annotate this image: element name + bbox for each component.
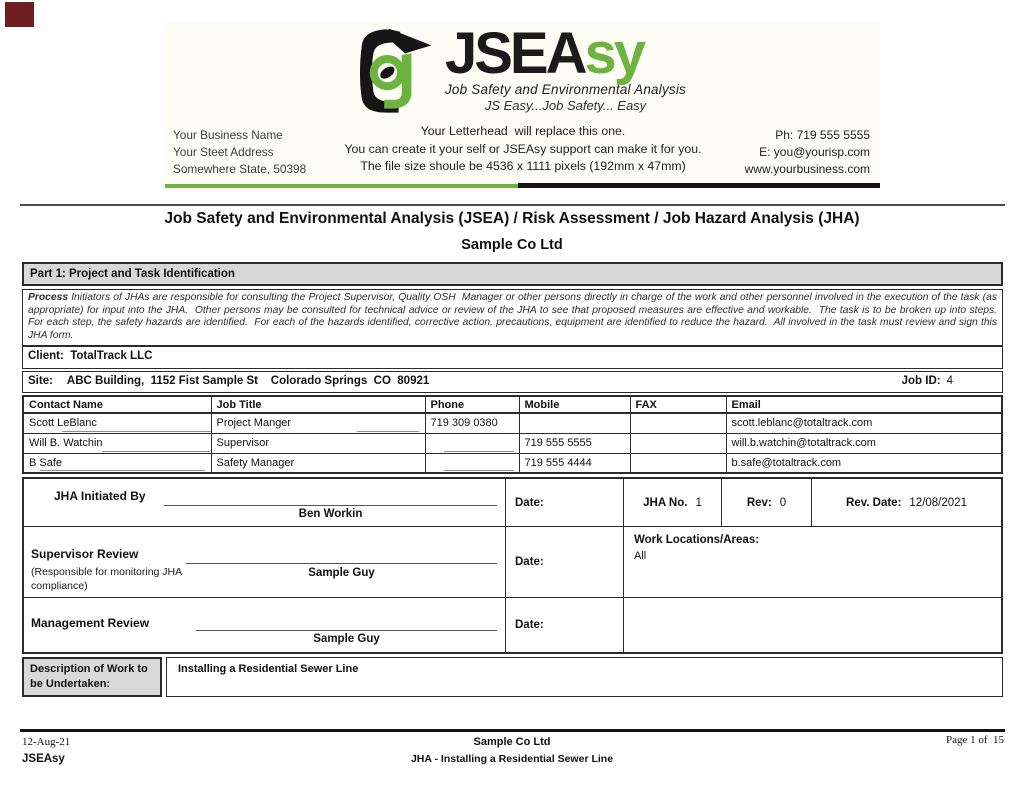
signature-name: Ben Workin	[298, 508, 363, 520]
jha-no-field	[624, 479, 721, 526]
col-fax: FAX	[630, 396, 726, 413]
business-name: Your Business Name	[173, 128, 283, 142]
contacts-table	[22, 395, 1003, 474]
rev-date-value: 12/08/2021	[909, 496, 967, 509]
wordmark-dark: JSEA	[444, 21, 585, 86]
date-label: Date:	[515, 556, 544, 568]
contact-email: b.safe@totaltrack.com	[726, 453, 1002, 473]
contact-title: Safety Manager	[211, 453, 425, 473]
letterhead-divider-green	[165, 184, 518, 188]
signoff-section	[22, 477, 1003, 654]
logo	[163, 21, 880, 116]
signature-line	[186, 563, 497, 564]
part1-heading: Part 1: Project and Task Identification	[22, 262, 1003, 286]
job-id	[902, 375, 953, 389]
contact-fax	[630, 453, 726, 473]
rev-date-field	[811, 479, 1001, 526]
letterhead-phone: Ph: 719 555 5555	[775, 128, 870, 142]
contact-title: Project Manger	[216, 417, 292, 430]
table-row	[23, 433, 1002, 453]
contacts-header-row	[23, 396, 1002, 413]
letterhead-email: E: you@yourisp.com	[759, 145, 870, 159]
date-label: Date:	[515, 496, 544, 509]
letterhead-note-block	[313, 123, 733, 176]
jha-no-value: 1	[695, 496, 702, 509]
contact-title: Supervisor	[211, 433, 425, 453]
signature-row-management	[24, 597, 505, 652]
letterhead-contact-block	[745, 127, 870, 178]
process-note	[22, 289, 1003, 346]
process-text: Initiators of JHAs are responsible for consulting the Project Supervisor, Quality OSH Manager or other persons directly in charge of the work and other personnel involved in the execution of the task (as appropriate) for input into the JHA. Other persons may be consulted for technical advice or review of the JHA to see that proposed measures are effective and workable. The task is to be broken up into steps. For each step, the safety hazards are identified. For each of the hazards identified, corrective action, precautions, equipment are identified to reduce the hazard. All involved in the task must review and sign this JHA form.	[28, 292, 1003, 341]
date-field	[505, 479, 623, 526]
signature-label: Management Review	[31, 616, 150, 630]
job-id-label: Job ID:	[901, 375, 941, 387]
col-phone: Phone	[425, 396, 519, 413]
date-field	[505, 526, 623, 597]
footer-rule	[20, 729, 1005, 732]
business-address: Your Steet Address	[173, 145, 274, 159]
col-email: Email	[726, 396, 1002, 413]
rev-label: Rev:	[746, 496, 772, 509]
signature-name: Sample Guy	[313, 633, 380, 645]
work-locations-label: Work Locations/Areas:	[634, 534, 760, 546]
signature-name: Sample Guy	[308, 567, 375, 579]
signature-line	[164, 505, 497, 506]
rev-date-label: Rev. Date:	[846, 496, 902, 509]
empty-cell	[623, 597, 1001, 652]
contact-name: Will B. Watchin	[29, 437, 103, 449]
letterhead-note-3: The file size shoule be 4536 x 1111 pixels (192mm x 47mm)	[360, 159, 686, 173]
description-label: Description of Work to be Undertaken:	[22, 657, 162, 697]
footer-page-number: Page 1 of 15	[945, 734, 1004, 746]
rev-value: 0	[779, 496, 787, 509]
jseasy-logo-icon	[357, 26, 437, 116]
site-value: ABC Building, 1152 Fist Sample St Colorado Springs CO 80921	[66, 375, 430, 387]
contact-fax	[630, 433, 726, 453]
client-row	[22, 346, 1003, 369]
signature-label: Supervisor Review	[31, 547, 139, 561]
contact-email: will.b.watchin@totaltrack.com	[726, 433, 1002, 453]
signature-label: JHA Initiated By	[54, 489, 146, 503]
site-label: Site:	[28, 375, 53, 387]
process-lead: Process	[28, 292, 69, 303]
description-row	[22, 657, 1003, 697]
letterhead-note-2: You can create it your self or JSEAsy support can make it for you.	[344, 141, 702, 156]
letterhead-divider-black	[518, 183, 880, 188]
table-row	[23, 413, 1002, 433]
date-field	[505, 597, 623, 652]
col-job-title: Job Title	[211, 396, 425, 413]
contact-mobile: 719 555 4444	[519, 453, 630, 473]
wordmark-green: sy	[584, 21, 644, 86]
jha-no-label: JHA No.	[643, 496, 688, 509]
signature-line	[196, 630, 497, 631]
corner-mark	[5, 2, 34, 27]
jha-meta-row	[623, 479, 1001, 526]
brand-tagline-1: Job Safety and Environmental Analysis	[444, 82, 687, 97]
wordmark	[444, 21, 686, 86]
letterhead-website: www.yourbusiness.com	[744, 162, 870, 176]
col-mobile: Mobile	[519, 396, 630, 413]
logo-text	[444, 21, 687, 116]
contact-mobile: 719 555 5555	[519, 433, 630, 453]
footer-brand: JSEAsy	[22, 753, 65, 765]
site-row	[22, 371, 1003, 393]
document-title: Job Safety and Environmental Analysis (JSEA) / Risk Assessment / Job Hazard Analysis (JHA)	[164, 210, 860, 227]
job-id-value: 4	[946, 375, 953, 387]
signature-row-supervisor	[24, 526, 505, 597]
contact-name: Scott LeBlanc	[29, 417, 97, 430]
contact-mobile	[519, 413, 630, 433]
letterhead	[163, 22, 880, 186]
date-label: Date:	[515, 619, 544, 631]
contact-email: scott.leblanc@totaltrack.com	[726, 413, 1002, 433]
contact-phone: 719 309 0380	[425, 413, 519, 433]
work-locations-value: All	[634, 550, 647, 562]
letterhead-note-1: Your Letterhead will replace this one.	[420, 124, 626, 138]
brand-tagline-2: JS Easy...Job Safety... Easy	[484, 98, 647, 113]
letterhead-business-block	[173, 127, 306, 178]
contact-name: B Safe	[29, 456, 63, 469]
rev-field	[721, 479, 811, 526]
signature-sublabel: (Responsible for monitoring JHA compliance)	[31, 566, 182, 592]
table-row	[23, 453, 1002, 473]
client-name: TotalTrack LLC	[70, 350, 153, 362]
footer-date: 12-Aug-21	[22, 736, 71, 748]
contact-fax	[630, 413, 726, 433]
description-value: Installing a Residential Sewer Line	[166, 657, 1003, 697]
company-name: Sample Co Ltd	[461, 237, 563, 253]
footer-doc-title: JHA - Installing a Residential Sewer Line	[410, 753, 614, 765]
business-city: Somewhere State, 50398	[173, 162, 307, 176]
work-locations-field	[623, 526, 1001, 597]
col-contact-name: Contact Name	[23, 396, 211, 413]
client-label: Client:	[28, 350, 64, 362]
signature-row-initiated	[24, 479, 505, 526]
footer-company: Sample Co Ltd	[473, 736, 551, 748]
header-rule	[20, 204, 1005, 206]
